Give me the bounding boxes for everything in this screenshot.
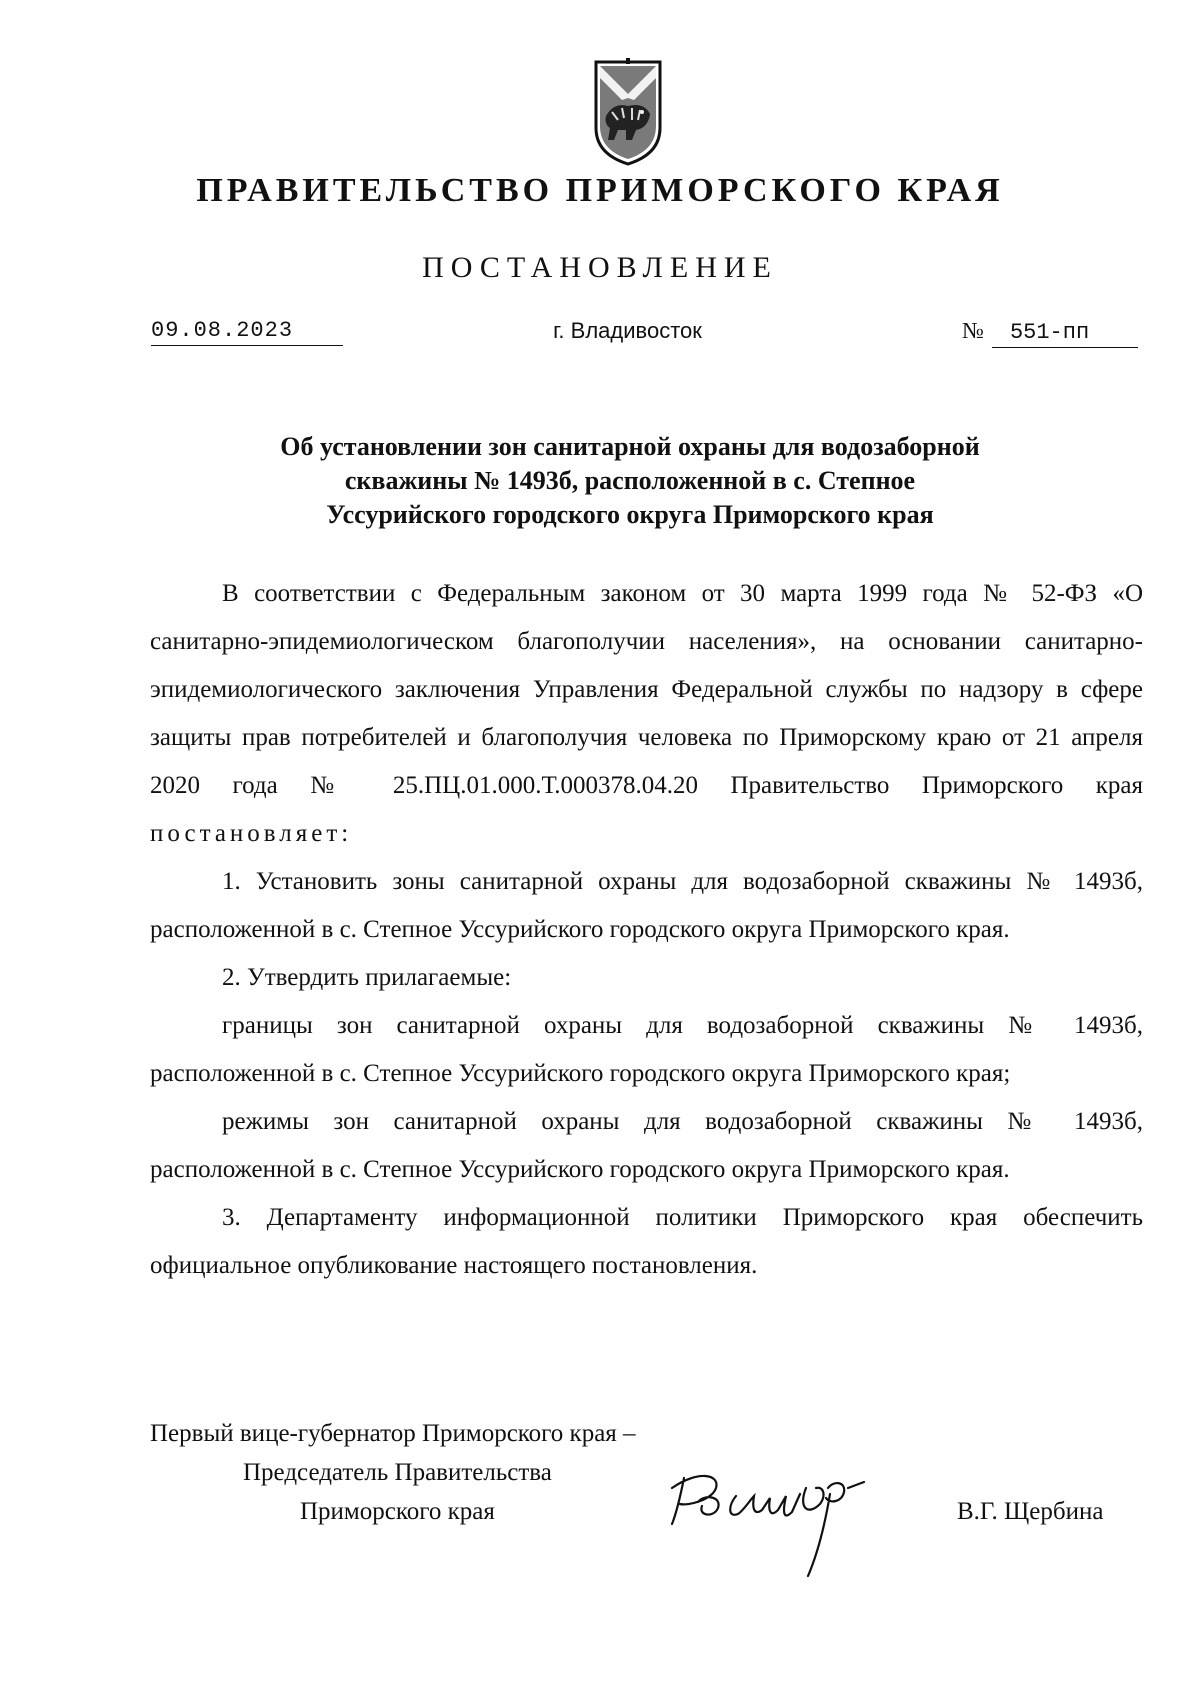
primorsky-krai-coat-of-arms-icon [592, 58, 664, 170]
number-value: 551-пп [992, 320, 1138, 348]
title-line: Уссурийского городского округа Приморского края [326, 500, 934, 529]
document-number [962, 318, 1138, 348]
title-line: скважины № 1493б, расположенной в с. Степное [344, 466, 916, 495]
preamble-text: В соответствии с Федеральным законом от 30 марта 1999 года № 52-ФЗ «О санитарно-эпидемиологическом благополучии населения», на основании санитарно-эпидемиологического заключения Управления Федеральной службы по надзору в сфере защиты прав потребителей и благополучия человека по Приморскому краю от 21 апреля 2020 года № 25.ПЦ.01.000.Т.000378.04.20 Правительство Приморского края [150, 580, 1143, 799]
item-2: 2. Утвердить прилагаемые: [222, 964, 512, 991]
item-2a: границы зон санитарной охраны для водозаборной скважины № 1493б, расположенной в с. Степное Уссурийского городского округа Приморского края; [150, 1012, 1143, 1087]
item-1: 1. Установить зоны санитарной охраны для водозаборной скважины № 1493б, расположенной в с. Степное Уссурийского городского округа Приморского края. [150, 868, 1143, 943]
document-title [150, 430, 1110, 532]
number-sign: № [962, 318, 984, 343]
preamble-paragraph [150, 570, 1143, 858]
signer-position-line1: Первый вице-губернатор Приморского края – [150, 1420, 636, 1447]
document-body [150, 570, 1143, 1290]
document-city: г. Владивосток [553, 318, 702, 343]
resolves-word: постановляет: [150, 820, 353, 847]
signer-position-line2: Председатель Правительства [243, 1459, 552, 1486]
document-date: 09.08.2023 [151, 318, 343, 346]
signer-name: В.Г. Щербина [957, 1498, 1104, 1525]
signer-position-line3: Приморского края [300, 1498, 495, 1525]
title-line: Об установлении зон санитарной охраны для водозаборной [280, 432, 980, 461]
organization-name: ПРАВИТЕЛЬСТВО ПРИМОРСКОГО КРАЯ [196, 172, 1004, 209]
item-3: 3. Департаменту информационной политики Приморского края обеспечить официальное опубликование настоящего постановления. [150, 1204, 1143, 1279]
handwritten-signature-icon [658, 1458, 928, 1588]
item-2b: режимы зон санитарной охраны для водозаборной скважины № 1493б, расположенной в с. Степное Уссурийского городского округа Приморского края. [150, 1108, 1143, 1183]
document-type: ПОСТАНОВЛЕНИЕ [422, 251, 778, 284]
